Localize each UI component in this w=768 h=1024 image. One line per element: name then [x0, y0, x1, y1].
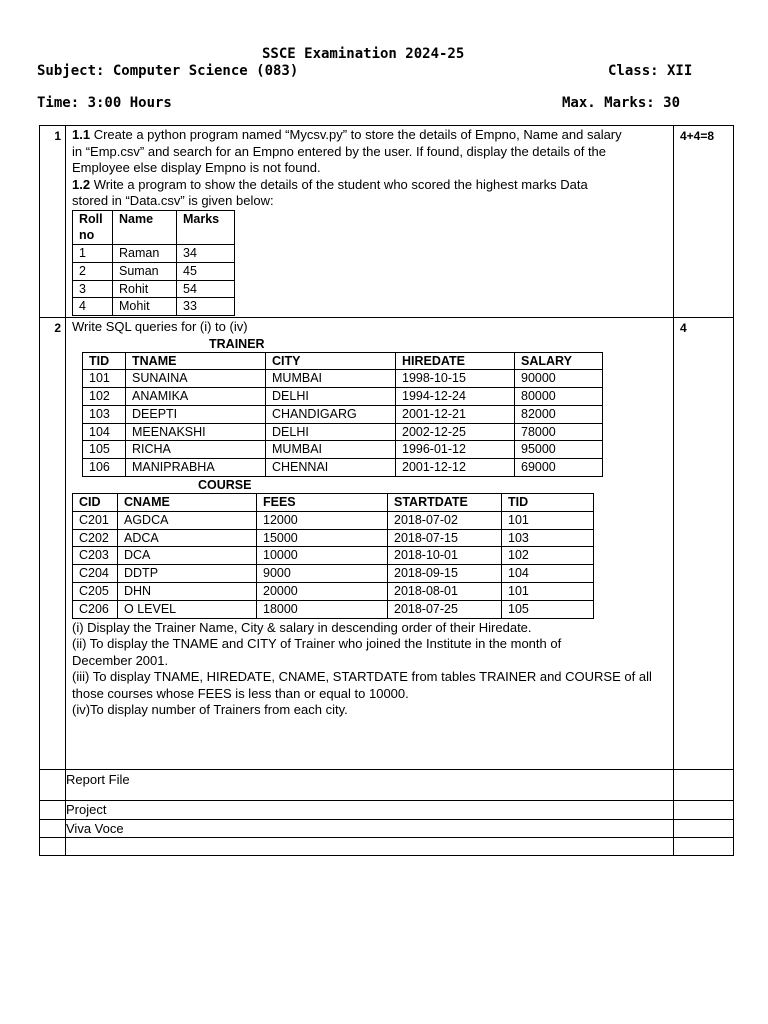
column-header: CNAME — [118, 494, 257, 512]
column-header: TNAME — [126, 352, 266, 370]
q1-part1-line: Employee else display Empno is not found. — [72, 160, 321, 175]
question-table — [39, 125, 734, 856]
table-row: C202 ADCA 15000 2018-07-15 103 — [73, 529, 594, 547]
question-number: 1 — [40, 126, 66, 318]
project-row — [40, 801, 734, 820]
sub-question-iii: (iii) To display TNAME, HIREDATE, CNAME, STARTDATE from tables TRAINER and COURSE of all — [72, 669, 652, 685]
column-header: FEES — [257, 494, 388, 512]
max-marks-label: Max. Marks: 30 — [562, 95, 681, 111]
column-header: STARTDATE — [388, 494, 502, 512]
viva-voce-label: Viva Voce — [66, 820, 674, 838]
question-marks: 4 — [674, 318, 734, 770]
trainer-table — [82, 352, 603, 478]
sub-question-iii: those courses whose FEES is less than or equal to 10000. — [72, 685, 409, 701]
table-header-row — [73, 494, 594, 512]
course-table-caption: COURSE — [198, 478, 252, 493]
question-2-body — [66, 318, 674, 770]
trainer-table-caption: TRAINER — [209, 336, 265, 351]
table-row: C204 DDTP 9000 2018-09-15 104 — [73, 565, 594, 583]
table-header-row — [83, 352, 603, 370]
report-file-row — [40, 770, 734, 801]
table-row: C206 O LEVEL 18000 2018-07-25 105 — [73, 600, 594, 618]
q1-part2-line: 1.2 Write a program to show the details of the student who scored the highest marks Data — [72, 176, 588, 192]
table-row: 101 SUNAINA MUMBAI 1998-10-15 90000 — [83, 370, 603, 388]
column-header: SALARY — [515, 352, 603, 370]
sub-question-iv: (iv)To display number of Trainers from each city. — [72, 702, 348, 718]
table-row: C203 DCA 10000 2018-10-01 102 — [73, 547, 594, 565]
viva-voce-row — [40, 820, 734, 838]
q1-part1-line: in “Emp.csv” and search for an Empno entered by the user. If found, display the details of the — [72, 143, 607, 159]
table-header-row — [73, 210, 235, 245]
question-1-body — [66, 126, 674, 318]
q1-part1-number: 1.1 — [72, 127, 91, 142]
exam-title: SSCE Examination 2024-25 — [262, 46, 465, 62]
question-1-row — [40, 126, 734, 318]
table-row: 3 Rohit 54 — [73, 280, 235, 298]
table-row: 102 ANAMIKA DELHI 1994-12-24 80000 — [83, 388, 603, 406]
table-row: C201 AGDCA 12000 2018-07-02 101 — [73, 511, 594, 529]
question-2-row — [40, 318, 734, 770]
q2-intro: Write SQL queries for (i) to (iv) — [72, 319, 248, 334]
report-file-label: Report File — [66, 770, 674, 801]
table-row: 106 MANIPRABHA CHENNAI 2001-12-12 69000 — [83, 459, 603, 477]
table-row: 105 RICHA MUMBAI 1996-01-12 95000 — [83, 441, 603, 459]
column-header: HIREDATE — [396, 352, 515, 370]
column-header: CID — [73, 494, 118, 512]
column-header: Name — [113, 210, 177, 245]
blank-row — [40, 838, 734, 856]
subject-label: Subject: Computer Science (083) — [37, 63, 299, 79]
table-row: 4 Mohit 33 — [73, 298, 235, 316]
column-header: TID — [83, 352, 126, 370]
student-marks-table — [72, 210, 235, 317]
table-row: 2 Suman 45 — [73, 262, 235, 280]
class-label: Class: XII — [608, 63, 693, 79]
question-number: 2 — [40, 318, 66, 770]
table-row: 104 MEENAKSHI DELHI 2002-12-25 78000 — [83, 423, 603, 441]
column-header: TID — [502, 494, 594, 512]
table-row: 1 Raman 34 — [73, 245, 235, 263]
q1-part1-line: 1.1 Create a python program named “Mycsv.py” to store the details of Empno, Name and salary — [72, 127, 622, 142]
q1-part2-number: 1.2 — [72, 176, 91, 192]
project-label: Project — [66, 801, 674, 820]
sub-question-ii: December 2001. — [72, 652, 169, 668]
column-header: CITY — [266, 352, 396, 370]
question-marks: 4+4=8 — [674, 126, 734, 318]
column-header: Marks — [177, 210, 235, 245]
time-label: Time: 3:00 Hours — [37, 95, 172, 111]
table-row: C205 DHN 20000 2018-08-01 101 — [73, 583, 594, 601]
sub-question-ii: (ii) To display the TNAME and CITY of Trainer who joined the Institute in the month of — [72, 636, 562, 652]
course-table — [72, 493, 594, 619]
sub-question-i: (i) Display the Trainer Name, City & salary in descending order of their Hiredate. — [72, 619, 532, 635]
column-header: Roll no — [73, 210, 113, 245]
table-row: 103 DEEPTI CHANDIGARG 2001-12-21 82000 — [83, 405, 603, 423]
q1-part2-line: stored in “Data.csv” is given below: — [72, 193, 274, 208]
